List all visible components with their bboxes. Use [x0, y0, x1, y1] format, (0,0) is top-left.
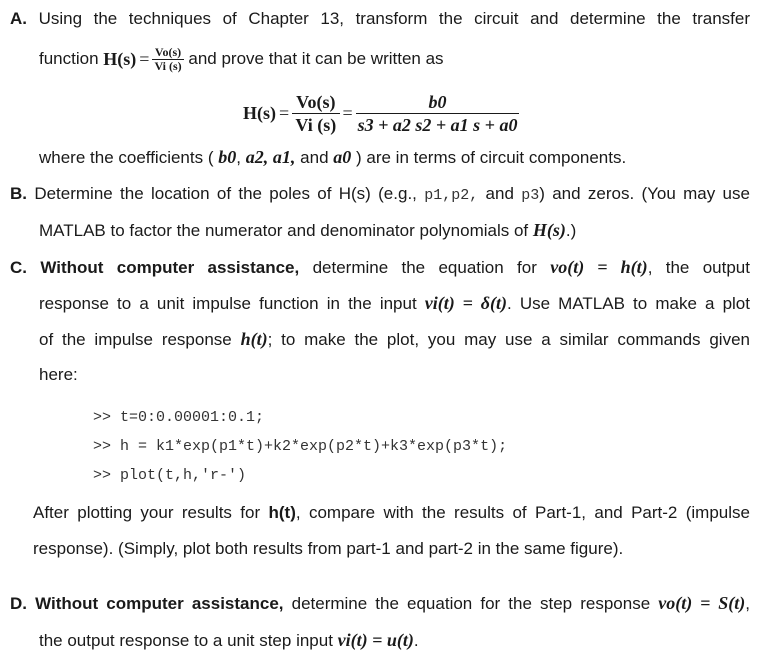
partA-fn-rest: and prove that it can be written as: [188, 49, 444, 68]
partC-line4: [39, 364, 78, 386]
partC-line4-text: here:: [39, 365, 78, 384]
partA-fn-label: function: [39, 49, 99, 68]
partC-line1-mid: determine the equation for: [312, 258, 537, 277]
partB-line1-post: ) and zeros. (You may use: [539, 184, 750, 203]
partD-line2: [39, 629, 419, 652]
partA-eq-fraction2: [356, 91, 520, 136]
partA-where-pre: where the coefficients (: [39, 148, 214, 167]
partA-eq-fraction1-den: Vi (s): [295, 114, 337, 135]
partD-line2-pre: the output response to a unit step input: [39, 631, 333, 650]
code-line-2: >> h = k1*exp(p1*t)+k2*exp(p2*t)+k3*exp(p3*t);: [93, 438, 508, 455]
partB-hs: H(s): [532, 220, 566, 240]
partD-bold-lead: Without computer assistance,: [35, 594, 284, 613]
partC-bold-lead: Without computer assistance,: [40, 258, 300, 277]
partB-line2-post: .): [565, 221, 577, 240]
partC-line3-pre: of the impulse response: [39, 330, 232, 349]
partC-after-line2: [33, 538, 623, 560]
partA-frac-denominator: Vi (s): [154, 58, 182, 73]
partD-eq1: vo(t) = S(t): [658, 593, 746, 613]
partD-line1-post: ,: [745, 594, 750, 613]
partA-eq-fraction1-num: Vo(s): [292, 91, 339, 114]
partA-frac-numerator: Vo(s): [152, 46, 183, 60]
partA-eq-lhs: H(s): [243, 102, 276, 123]
partC-line3: [39, 328, 750, 351]
partC-after2-text: response). (Simply, plot both results from part-1 and part-2 in the same figure).: [33, 539, 624, 558]
partA-coef-and: and: [300, 148, 329, 167]
partC-eq2: vi(t) = δ(t): [424, 293, 508, 313]
partC-line2-post: . Use MATLAB to make a plot: [507, 294, 750, 313]
partD-eq2: vi(t) = u(t): [337, 630, 414, 650]
partA-H-of-s: H(s): [103, 49, 137, 69]
partC-ht: h(t): [240, 329, 268, 349]
partA-coef-a0: a0: [333, 147, 352, 167]
partB-line1: [10, 183, 750, 207]
code-line-3: >> plot(t,h,'r-'): [93, 467, 247, 484]
partB-and: and: [485, 184, 514, 203]
partA-marker: A.: [10, 9, 27, 28]
partA-eq-fraction2-num: b0: [356, 91, 520, 114]
partC-line1: [10, 256, 750, 279]
partA-text-line1: Using the techniques of Chapter 13, transform the circuit and determine the transfer: [38, 9, 750, 28]
partD-line1: [10, 592, 750, 615]
partD-marker: D.: [10, 594, 27, 613]
partB-marker: B.: [10, 184, 27, 203]
partB-line2: [39, 219, 576, 242]
partA-eq-fraction2-den: s3 + a2 s2 + a1 s + a0: [357, 114, 518, 135]
partA-eq-sign1: =: [279, 102, 290, 123]
partA-coef-a2: a2,: [245, 147, 269, 167]
partC-line3-post: ; to make the plot, you may use a similar commands given: [267, 330, 750, 349]
partC-after1-post: , compare with the results of Part-1, and Part-2 (impulse: [295, 503, 750, 522]
partC-line2-pre: response to a unit impulse function in the input: [39, 294, 417, 313]
partA-equals: =: [139, 49, 150, 69]
partB-p3: p3: [521, 187, 540, 204]
partA-eq-sign2: =: [342, 102, 353, 123]
partA-eq-fraction1: [292, 91, 339, 136]
partC-after1-pre: After plotting your results for: [33, 503, 261, 522]
partA-transfer-equation: [243, 88, 519, 138]
partA-where-line: where the coefficients ( b0, a2, a1, and a0 ) are in terms of circuit components.: [39, 147, 627, 167]
partC-line1-post: , the output: [647, 258, 750, 277]
partD-line2-post: .: [413, 631, 419, 650]
partC-after1-bold: h(t): [268, 503, 296, 522]
partA-coef-a1: a1,: [272, 147, 296, 167]
partC-line2: [39, 292, 750, 315]
partB-poles: p1,p2,: [424, 187, 479, 204]
partC-eq1: vo(t) = h(t): [550, 257, 648, 277]
partD-line1-mid: determine the equation for the step response: [291, 594, 651, 613]
partA-function-line: [39, 44, 444, 74]
code-line-1: >> t=0:0.00001:0.1;: [93, 409, 265, 426]
partC-after-line1: [33, 502, 750, 524]
partB-line2-pre: MATLAB to factor the numerator and denominator polynomials of: [39, 221, 529, 240]
partA-line1: [10, 8, 750, 30]
partA-where-post: ) are in terms of circuit components.: [356, 148, 627, 167]
partC-marker: C.: [10, 258, 27, 277]
partA-small-fraction: [152, 46, 183, 73]
partA-coef-b0: b0: [218, 147, 237, 167]
partB-line1-pre: Determine the location of the poles of H(s) (e.g.,: [34, 184, 417, 203]
